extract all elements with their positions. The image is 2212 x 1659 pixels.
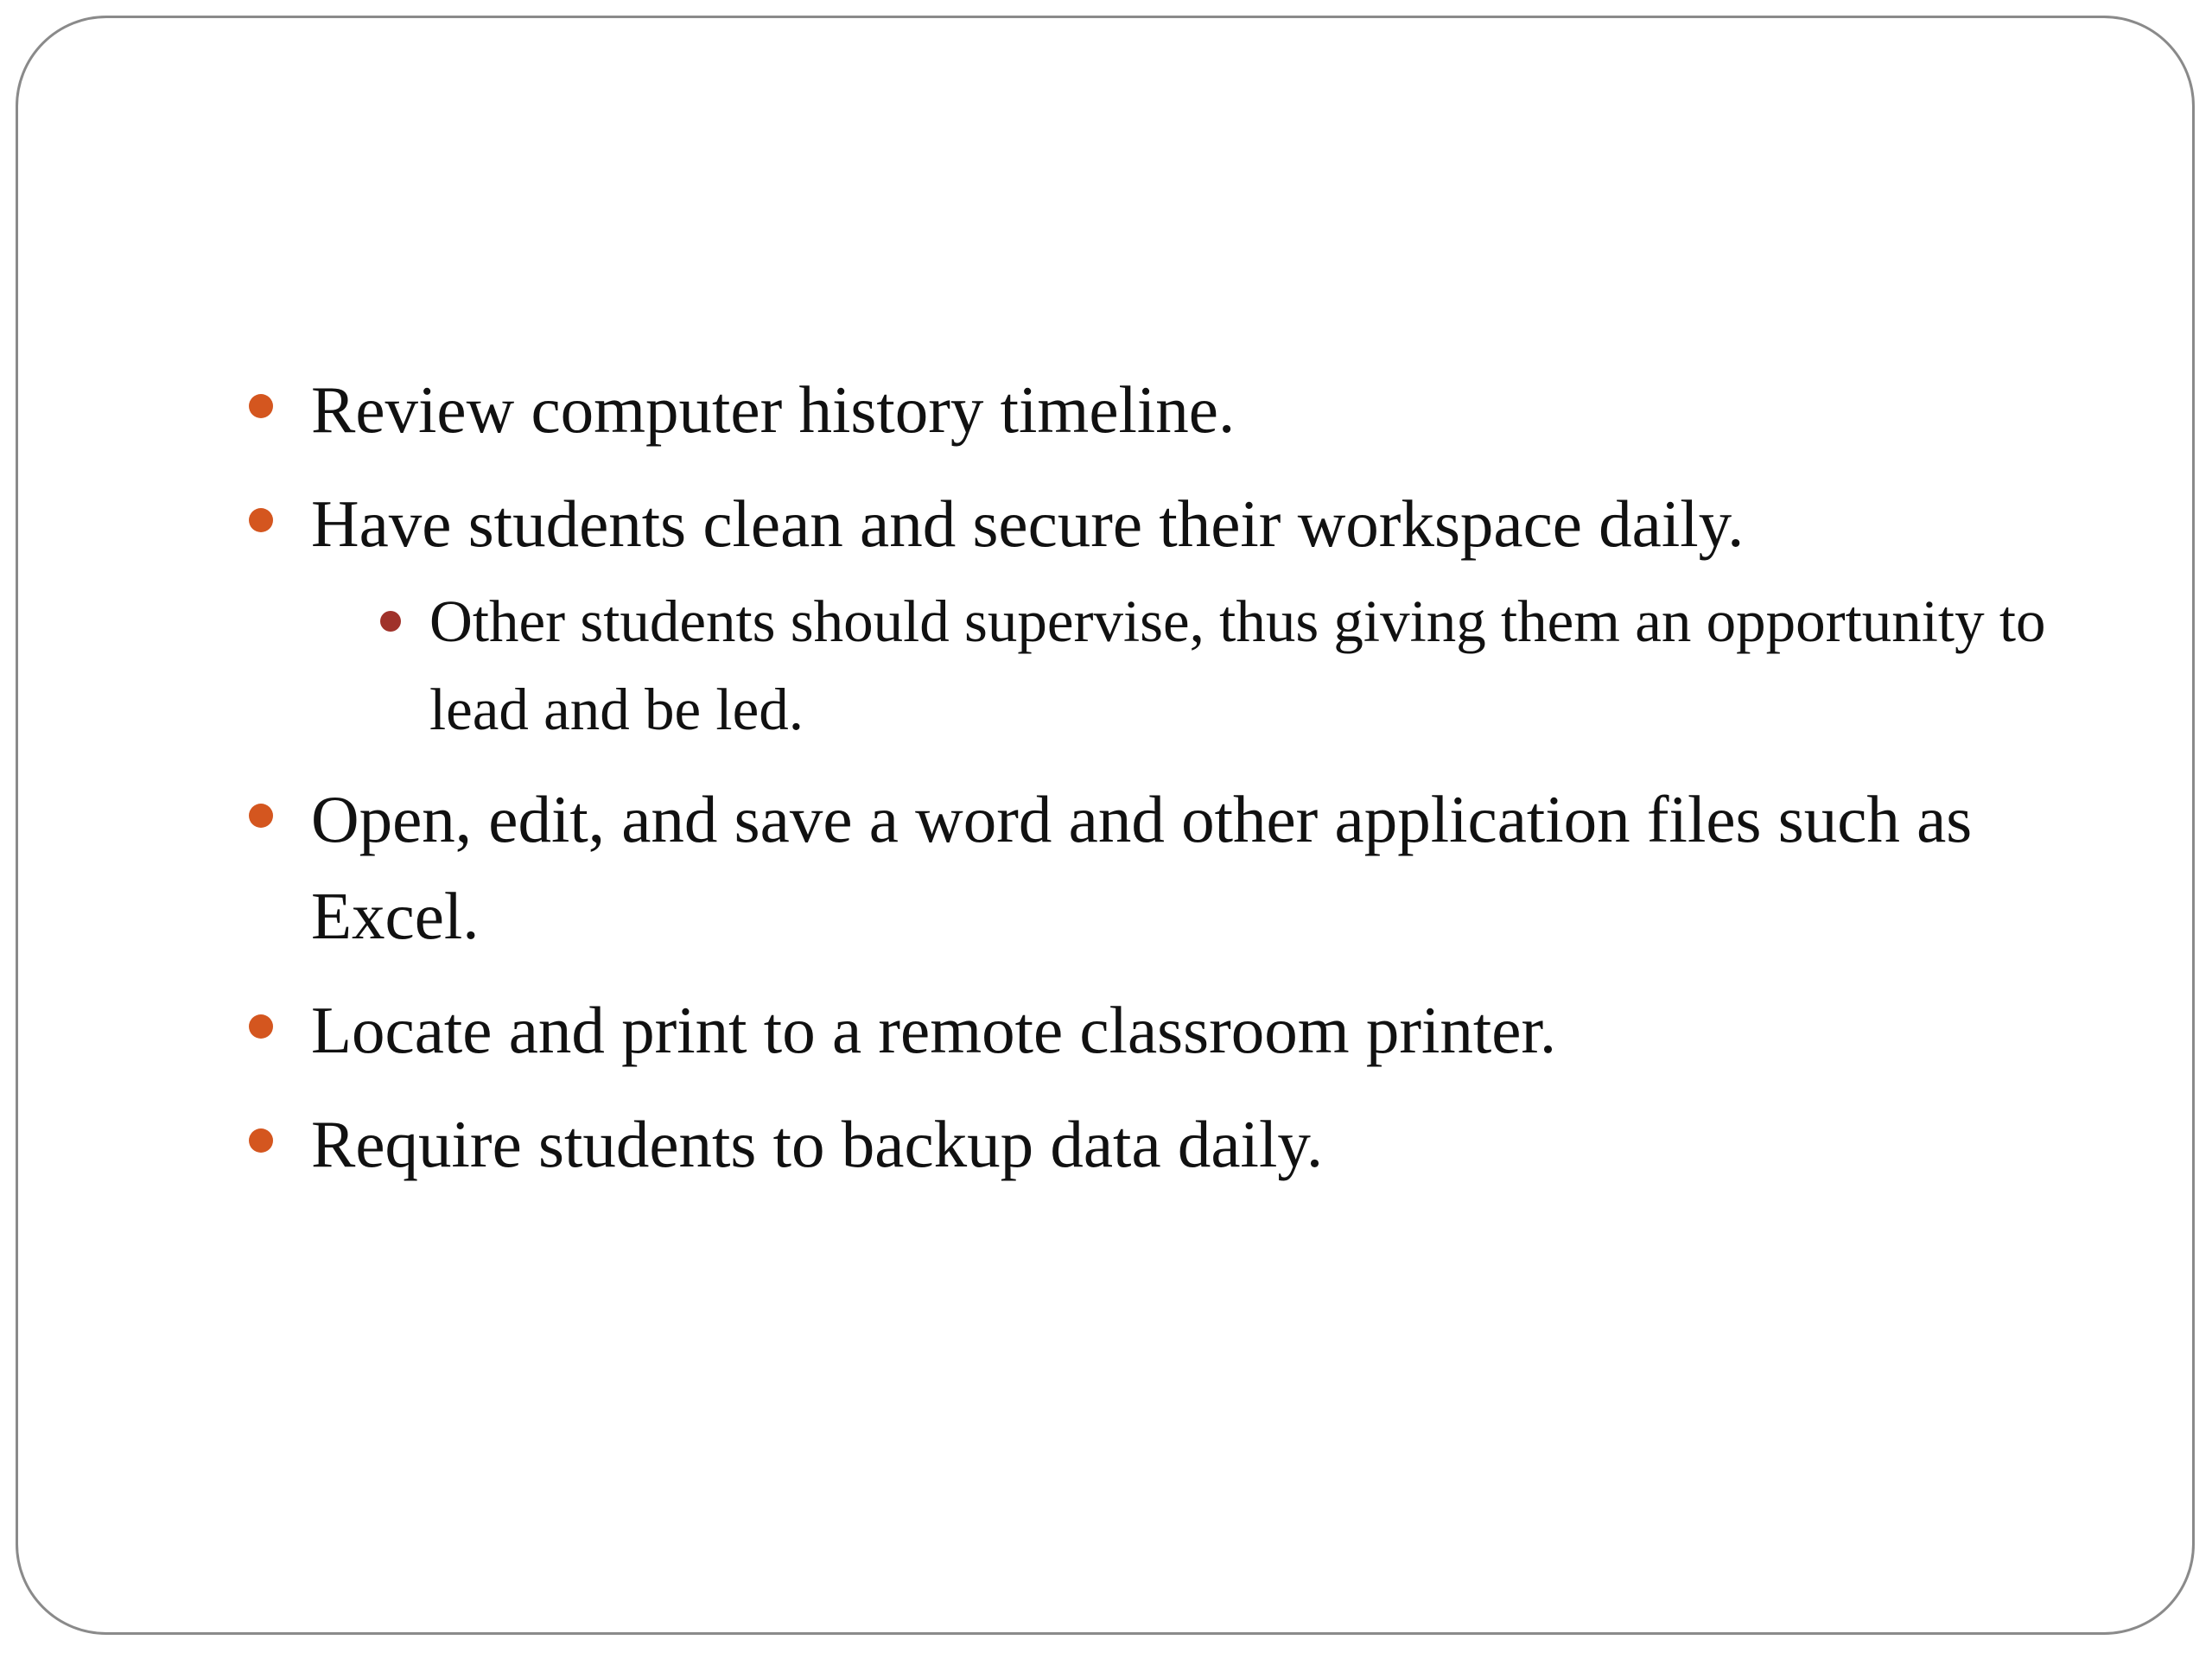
bullet-dot-icon [249,1128,273,1153]
bullet-text: Have students clean and secure their workspace daily. [311,486,1745,561]
bullet-dot-icon [249,804,273,828]
bullet-dot-icon [249,394,273,418]
bullet-list [242,361,2074,1192]
bullet-text: Review computer history timeline. [311,372,1236,447]
sub-bullet-text: Other students should supervise, thus giving them an opportunity to lead and be led. [429,588,2046,742]
sub-bullet-list [311,577,2074,753]
bullet-text: Require students to backup data daily. [311,1107,1324,1181]
bullet-dot-icon [249,508,273,532]
sub-bullet-dot-icon [380,611,401,632]
bullet-item [242,982,2074,1078]
slide-body [242,361,2074,1210]
sub-bullet-item [378,577,2074,753]
bullet-text: Open, edit, and save a word and other application files such as Excel. [311,782,1973,953]
bullet-item [242,475,2074,753]
bullet-dot-icon [249,1014,273,1039]
bullet-item [242,1096,2074,1192]
bullet-item [242,771,2074,964]
bullet-item [242,361,2074,458]
bullet-text: Locate and print to a remote classroom printer. [311,993,1557,1067]
